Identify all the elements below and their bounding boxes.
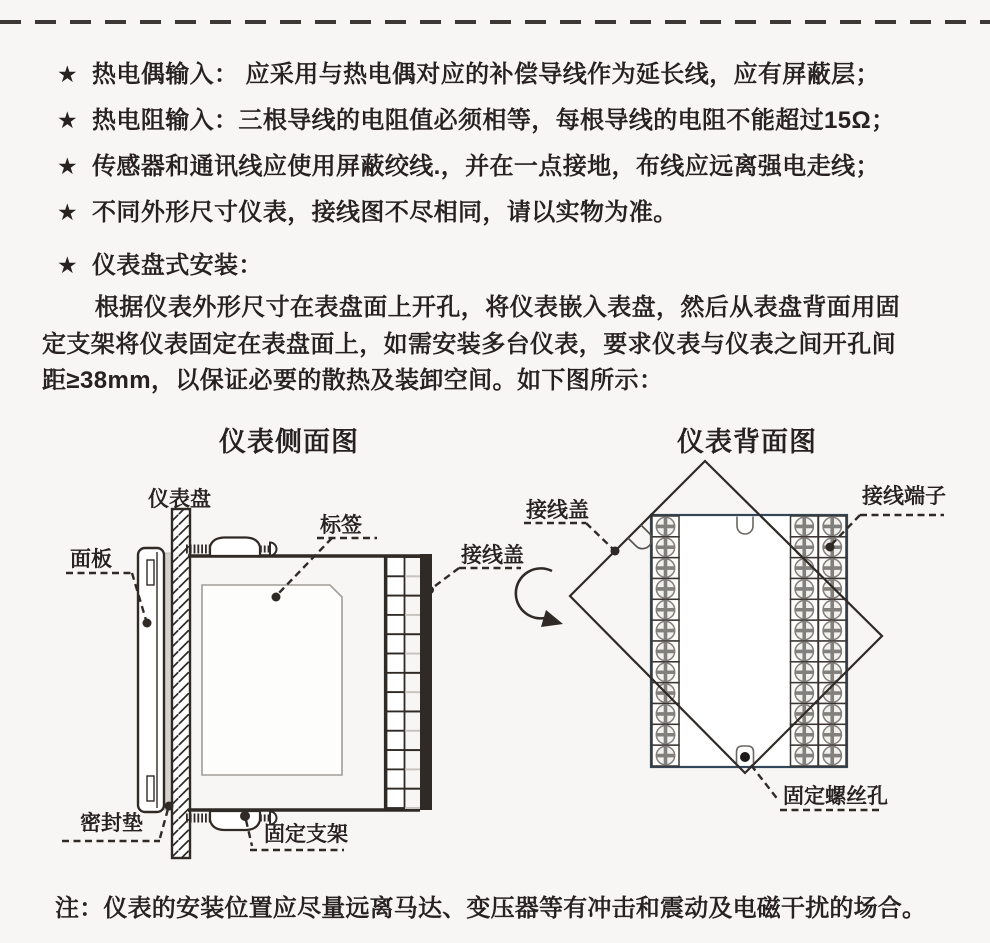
back-view-title: 仪表背面图 — [677, 427, 817, 457]
tag-label: 标签 — [320, 514, 362, 537]
back-wiring-cover-leader — [524, 523, 613, 549]
terminal-cell — [387, 654, 405, 673]
side-wiring-cover-dot — [426, 586, 434, 594]
bullet-thermocouple-input — [57, 61, 880, 89]
fixing-screw-hole-label: 固定螺丝孔 — [783, 785, 888, 808]
terminal-cell — [387, 769, 405, 788]
label-sticker-rect — [202, 585, 342, 775]
back-wiring-cover-label: 接线盖 — [526, 499, 589, 522]
bottom-note: 注：仪表的安装位置应尽量远离马达、变压器等有冲击和震动及电磁干扰的场合。 — [55, 895, 927, 922]
terminal-cell — [387, 596, 405, 615]
rotate-arrow-head — [541, 610, 563, 627]
installation-diagrams — [0, 440, 990, 890]
bottom-bracket-screw — [186, 811, 277, 830]
panel-board-label: 仪表盘 — [148, 488, 211, 511]
terminal-cell — [387, 634, 405, 653]
terminal-cell — [387, 557, 405, 576]
side-view-diagram — [62, 487, 524, 858]
front-panel-leader — [66, 573, 146, 620]
section-panel-mount-install — [57, 252, 263, 280]
cover-clip-notch — [628, 525, 652, 549]
back-col-b — [819, 516, 847, 766]
star-icon: ★ — [57, 153, 79, 179]
side-view-title: 仪表侧面图 — [219, 427, 359, 457]
section-title: 仪表盘式安装： — [92, 252, 263, 279]
terminal-cell — [387, 673, 405, 692]
front-panel-dot — [143, 619, 152, 628]
terminal-cell — [387, 692, 405, 711]
top-bracket-screw — [186, 538, 277, 557]
back-col-left — [652, 516, 679, 766]
star-icon: ★ — [57, 199, 79, 225]
star-icon: ★ — [57, 252, 79, 278]
installation-paragraph: 根据仪表外形尺寸在表盘面上开孔，将仪表嵌入表盘，然后从表盘背面用固定支架将仪表固定在表盘面上，如需安装多台仪表，要求仪表与仪表之间开孔间距≥38mm，以保证必要的散热及装卸空间。如下图所示： — [42, 294, 900, 394]
bullet-shielded-wiring — [57, 153, 880, 181]
front-bezel — [138, 548, 164, 812]
panel-board-hatched-bar — [172, 509, 190, 858]
bullet-text: 热电偶输入： 应采用与热电偶对应的补偿导线作为延长线，应有屏蔽层； — [92, 61, 880, 88]
bullet-wiring-diagram-varies — [57, 199, 678, 227]
terminal-cell — [387, 576, 405, 595]
terminal-cell — [387, 731, 405, 750]
terminal-cell — [387, 711, 405, 730]
wiring-terminals-leader — [832, 515, 944, 544]
bullet-text: 热电阻输入：三根导线的电阻值必须相等，每根导线的电阻不能超过15Ω； — [92, 107, 896, 134]
back-wiring-cover-dot — [611, 547, 620, 556]
side-connector-lines — [405, 557, 420, 808]
screw-hole-dot — [740, 752, 750, 762]
star-icon: ★ — [57, 107, 79, 133]
wiring-terminals-dot — [826, 543, 835, 552]
side-terminal-cells — [387, 557, 405, 808]
terminal-cell — [387, 789, 405, 808]
page-top-dashed-divider — [0, 20, 990, 24]
star-icon: ★ — [57, 61, 79, 87]
bullet-text: 不同外形尺寸仪表，接线图不尽相同，请以实物为准。 — [92, 199, 678, 226]
back-col-a — [791, 516, 819, 766]
gasket-dot — [165, 802, 174, 811]
fixing-bracket-label: 固定支架 — [264, 823, 348, 846]
terminal-cell — [387, 750, 405, 769]
terminal-cell — [387, 615, 405, 634]
wiring-terminals-label: 接线端子 — [862, 485, 946, 508]
bullet-text: 传感器和通讯线应使用屏蔽绞线.，并在一点接地，布线应远离强电走线； — [92, 153, 880, 180]
gasket-label: 密封垫 — [80, 812, 143, 835]
tag-dot — [272, 593, 281, 602]
bullet-rtd-input — [57, 107, 896, 135]
front-panel-label: 面板 — [70, 548, 112, 571]
side-wiring-cover-leader — [431, 568, 521, 589]
back-view-diagram — [516, 461, 946, 810]
side-wiring-cover-label: 接线盖 — [461, 544, 524, 567]
